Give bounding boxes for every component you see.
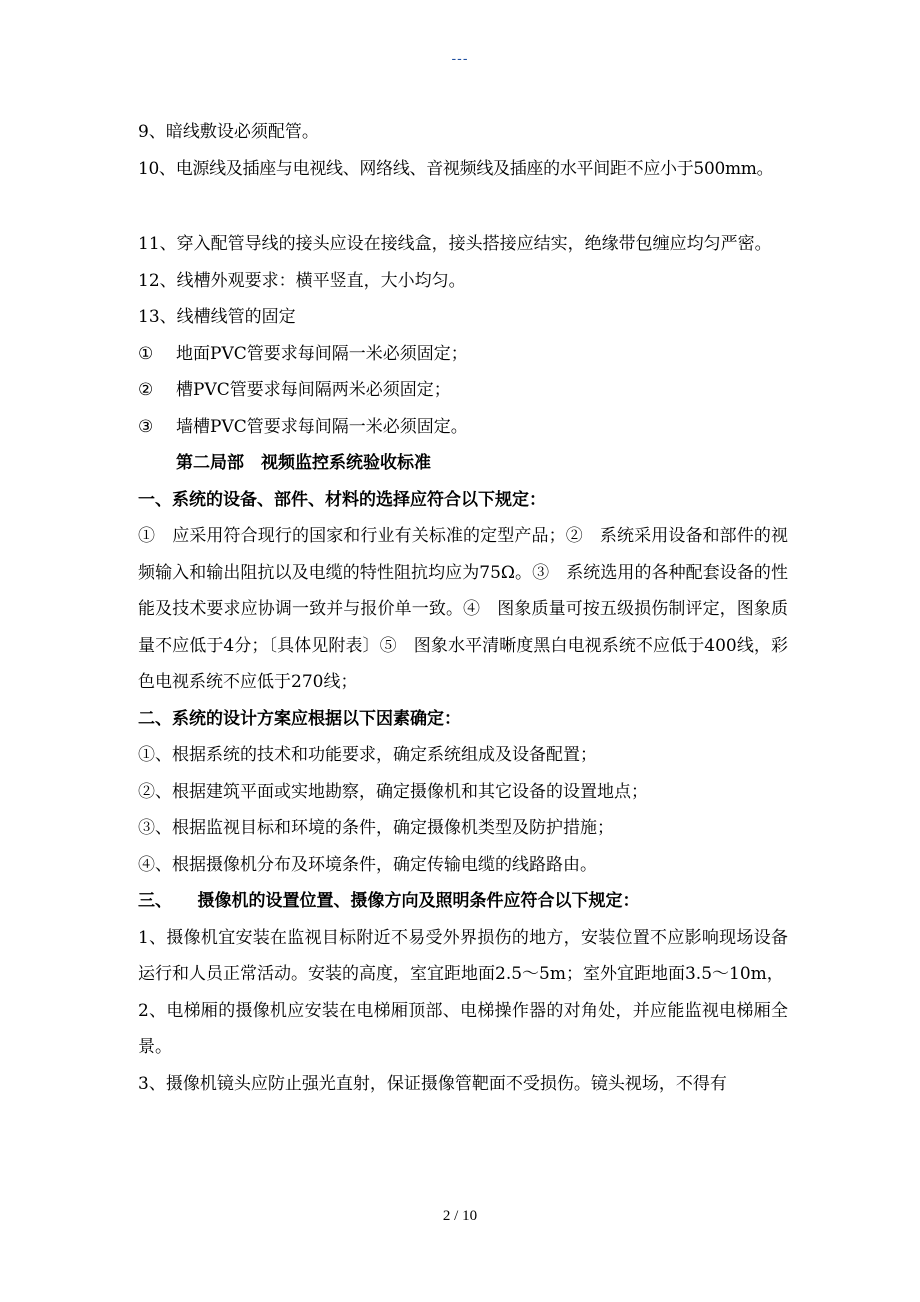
sub-item-1 [138,336,788,373]
sub-item-number: ③ [138,416,154,437]
spacer [138,187,788,226]
item-9: 9、暗线敷设必须配管。 [138,122,319,142]
paragraph-3-1: 1、摄像机宜安装在监视目标附近不易受外界损伤的地方，安装位置不应影响现场设备运行和人员正常活动。安装的高度，室宜距地面2.5～5m；室外宜距地面3.5～10m， [138,927,788,984]
paragraph-3-2: 2、电梯厢的摄像机应安装在电梯厢顶部、电梯操作器的对角处，并应能监视电梯厢全景。 [138,1000,788,1057]
heading-3: 三、 摄像机的设置位置、摄像方向及照明条件应符合以下规定： [138,891,640,911]
list2-item-3: ③、根据监视目标和环境的条件，确定摄像机类型及防护措施； [138,818,614,838]
item-13: 13、线槽线管的固定 [138,307,296,327]
list2-item-2: ②、根据建筑平面或实地勘察，确定摄像机和其它设备的设置地点； [138,781,648,802]
page-number: 2 / 10 [442,1208,478,1224]
heading-1: 一、系统的设备、部件、材料的选择应符合以下规定： [138,489,546,510]
sub-item-2 [138,372,788,409]
sub-item-number: ② [138,380,154,400]
sub-item-text: 槽PVC管要求每间隔两米必须固定； [176,380,451,400]
list2-item-1: ①、根据系统的技术和功能要求，确定系统组成及设备配置； [138,745,597,765]
sub-item-number: ① [138,343,154,364]
part2-title: 第二局部 视频监控系统验收标准 [176,453,431,473]
heading-2: 二、系统的设计方案应根据以下因素确定： [138,708,461,729]
document-body [138,114,788,1102]
sub-item-text: 地面PVC管要求每间隔一米必须固定； [176,343,468,364]
paragraph-3-3: 3、摄像机镜头应防止强光直射，保证摄像管靶面不受损伤。镜头视场，不得有 [138,1073,727,1094]
item-12: 12、线槽外观要求：横平竖直，大小均匀。 [138,270,466,291]
list2-item-4: ④、根据摄像机分布及环境条件，确定传输电缆的线路路由。 [138,854,597,875]
paragraph-1: ① 应采用符合现行的国家和行业有关标准的定型产品；② 系统采用设备和部件的视频输入和输出阻抗以及电缆的特性阻抗均应为75Ω。③ 系统选用的各种配套设备的性能及技术要求应协调一致并与报价单一致。④ 图象质量可按五级损伤制评定，图象质量不应低于4分；〔具体见附表〕⑤ 图象水平清晰度黑白电视系统不应低于400线，彩色电视系统不应低于270线； [138,526,788,692]
item-10: 10、电源线及插座与电视线、网络线、音视频线及插座的水平间距不应小于500mm。 [138,158,774,179]
item-11: 11、穿入配管导线的接头应设在接线盒，接头搭接应结实，绝缘带包缠应均匀严密。 [138,234,772,254]
header-mark: --- [451,50,469,66]
sub-item-3 [138,409,788,446]
sub-item-text: 墙槽PVC管要求每间隔一米必须固定。 [176,416,468,437]
